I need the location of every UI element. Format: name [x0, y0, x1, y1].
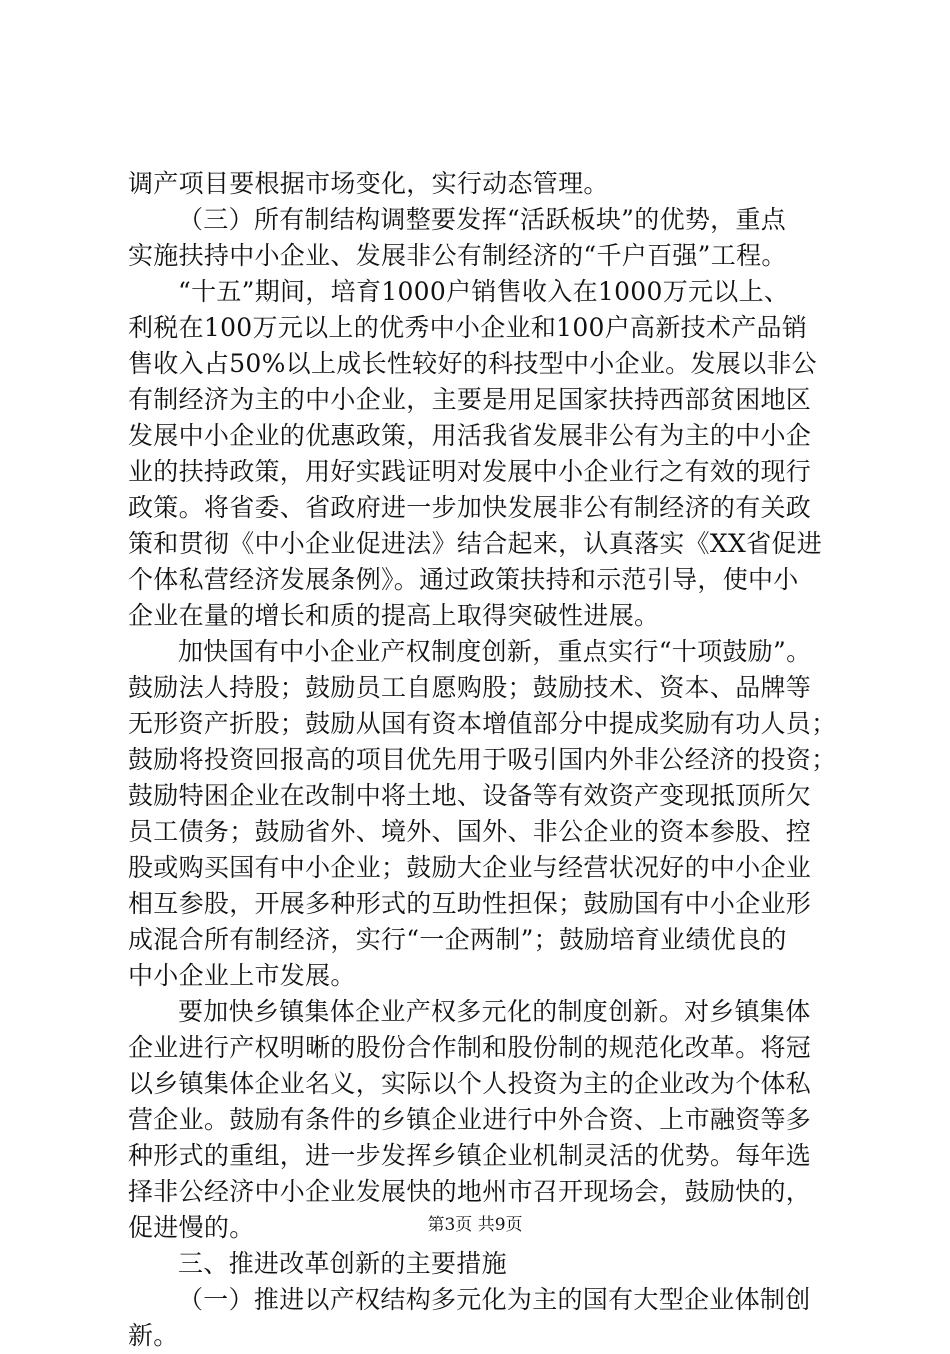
text-line: 要加快乡镇集体企业产权多元化的制度创新。对乡镇集体 [178, 997, 811, 1026]
text-line: 有制经济为主的中小企业，主要是用足国家扶持西部贫困地区 [128, 385, 812, 414]
text-line: 相互参股，开展多种形式的互助性担保；鼓励国有中小企业形 [128, 889, 812, 918]
text-line: 股或购买国有中小企业；鼓励大企业与经营状况好的中小企业 [128, 853, 812, 882]
text-line: “十五”期间，培育1000户销售收入在1000万元以上、 [178, 277, 790, 306]
text-line: 策和贯彻《中小企业促进法》结合起来，认真落实《XX省促进 [128, 529, 822, 558]
text-line: 种形式的重组，进一步发挥乡镇企业机制灵活的优势。每年选 [128, 1141, 812, 1170]
text-line: 个体私营经济发展条例》。通过政策扶持和示范引导，使中小 [128, 565, 799, 594]
text-line: 调产项目要根据市场变化，实行动态管理。 [128, 169, 609, 198]
text-line: 择非公经济中小企业发展快的地州市召开现场会，鼓励快的， [128, 1177, 812, 1206]
text-line: 加快国有中小企业产权制度创新，重点实行“十项鼓励”。 [178, 637, 812, 666]
text-line: 促进慢的。 [128, 1213, 255, 1242]
document-body [128, 166, 848, 1354]
text-line: （三）所有制结构调整要发挥“活跃板块”的优势，重点 [178, 205, 787, 234]
text-line: 发展中小企业的优惠政策，用活我省发展非公有为主的中小企 [128, 421, 812, 450]
text-line: 无形资产折股；鼓励从国有资本增值部分中提成奖励有功人员； [128, 709, 837, 738]
text-line: 实施扶持中小企业、发展非公有制经济的“千户百强”工程。 [128, 241, 787, 270]
text-line: 鼓励将投资回报高的项目优先用于吸引国内外非公经济的投资； [128, 745, 837, 774]
text-line: 售收入占50%以上成长性较好的科技型中小企业。发展以非公 [128, 349, 817, 378]
text-line: 业的扶持政策，用好实践证明对发展中小企业行之有效的现行 [128, 457, 812, 486]
section-heading: 三、推进改革创新的主要措施 [178, 1249, 507, 1278]
text-line: （一）推进以产权结构多元化为主的国有大型企业体制创 [178, 1285, 811, 1314]
text-line: 成混合所有制经济，实行“一企两制”；鼓励培育业绩优良的 [128, 925, 787, 954]
text-line: 员工债务；鼓励省外、境外、国外、非公企业的资本参股、控 [128, 817, 812, 846]
text-line: 鼓励特困企业在改制中将土地、设备等有效资产变现抵顶所欠 [128, 781, 812, 810]
text-line: 企业在量的增长和质的提高上取得突破性进展。 [128, 601, 660, 630]
text-line: 营企业。鼓励有条件的乡镇企业进行中外合资、上市融资等多 [128, 1105, 812, 1134]
text-line: 鼓励法人持股；鼓励员工自愿购股；鼓励技术、资本、品牌等 [128, 673, 812, 702]
text-line: 利税在100万元以上的优秀中小企业和100户高新技术产品销 [128, 313, 808, 342]
text-line: 以乡镇集体企业名义，实际以个人投资为主的企业改为个体私 [128, 1069, 812, 1098]
text-line: 中小企业上市发展。 [128, 961, 356, 990]
text-line: 新。 [128, 1321, 179, 1350]
text-line: 政策。将省委、省政府进一步加快发展非公有制经济的有关政 [128, 493, 812, 522]
page-number-footer: 第3页 共9页 [427, 1215, 523, 1235]
text-line: 企业进行产权明晰的股份合作制和股份制的规范化改革。将冠 [128, 1033, 812, 1062]
